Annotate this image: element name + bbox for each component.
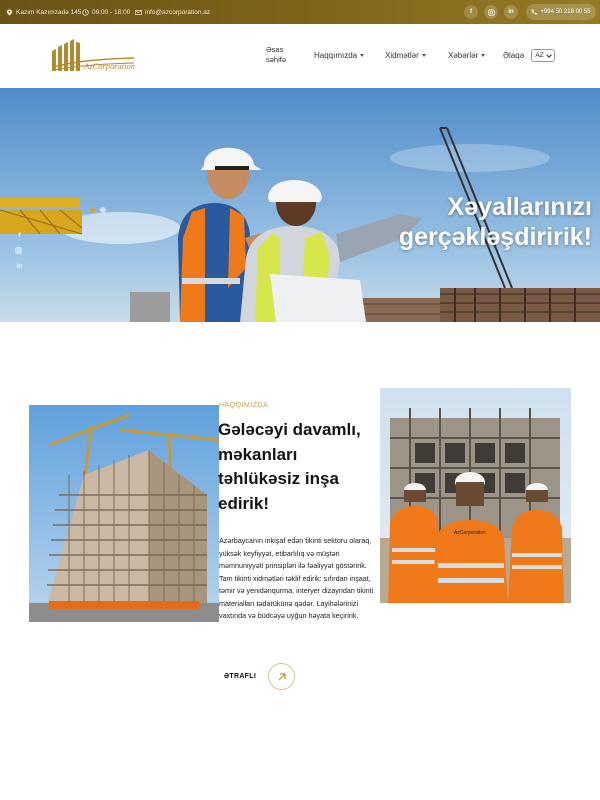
more-link-text[interactable]: ƏTRAFLI (224, 673, 257, 680)
address-item (6, 0, 81, 24)
hero-banner (0, 88, 600, 322)
about-title: Gələcəyi davamlı, məkanları təhlükəsiz inşa edirik! (218, 420, 361, 513)
clock-icon (82, 9, 89, 16)
nav-news[interactable] (448, 51, 485, 60)
more-link[interactable] (224, 663, 295, 690)
instagram-icon[interactable] (15, 247, 24, 256)
nav-about-label[interactable]: Haqqımızda (314, 51, 358, 60)
hours-item (82, 0, 130, 24)
language-select[interactable] (531, 49, 555, 62)
email-item[interactable] (135, 0, 210, 24)
top-bar (0, 0, 600, 24)
slider-dot-2[interactable] (100, 207, 106, 213)
facebook-icon[interactable]: f (464, 5, 478, 19)
map-pin-icon (6, 9, 13, 16)
phone-icon (531, 9, 537, 15)
nav-services[interactable] (385, 51, 426, 60)
linkedin-icon[interactable]: in (504, 5, 518, 19)
chevron-down-icon (360, 54, 364, 57)
site-header (0, 24, 600, 88)
phone-text[interactable]: +994 50 218 00 55 (540, 9, 591, 15)
mail-icon (135, 9, 142, 16)
company-logo[interactable] (50, 37, 138, 75)
about-image-workers (380, 388, 571, 603)
hero-title-line2: gerçəkləşdiririk! (398, 223, 592, 251)
crane-left (0, 198, 82, 234)
language-value[interactable]: AZ (535, 52, 544, 59)
vest-label: AzCorporation (454, 530, 486, 536)
nav-contact[interactable] (503, 51, 524, 60)
arrow-up-right-icon[interactable] (268, 663, 295, 690)
hours-text: 09:00 - 18:00 (92, 8, 131, 16)
about-image-building (29, 405, 219, 622)
nav-about[interactable] (314, 51, 364, 60)
address-text: Kazım Kazımzadə 145 (16, 8, 82, 16)
chevron-down-icon (481, 54, 485, 57)
nav-contact-label[interactable]: Əlaqə (503, 51, 525, 60)
facebook-icon[interactable]: f (18, 232, 21, 239)
email-link[interactable]: info@azcorporation.az (145, 8, 211, 16)
slider-dot-1[interactable] (90, 207, 96, 213)
nav-home[interactable]: Əsas səhifə (266, 45, 287, 64)
slider-dots (90, 207, 106, 213)
hero-title-line1: Xəyallarınızı (447, 193, 592, 221)
linkedin-icon[interactable]: in (16, 263, 23, 270)
hero-title (370, 192, 592, 252)
about-section-label: HAQQIMIZDA (219, 402, 269, 409)
logo-wordmark: AzCorporation (84, 61, 136, 71)
instagram-icon[interactable] (484, 5, 498, 19)
nav-news-label[interactable]: Xəbərlər (448, 51, 479, 60)
chevron-down-icon (422, 54, 426, 57)
chevron-down-icon (546, 52, 552, 58)
phone-button[interactable] (526, 4, 596, 20)
nav-services-label[interactable]: Xidmətlər (385, 51, 419, 60)
about-description: Azərbaycanın inkişaf edən tikinti sektoru olaraq, yüksək keyfiyyət, etibarlılıq və müştəri məmnuniyyəti prinsipləri ilə fəaliyyət göstəririk. Tam tikinti xidmətləri təklif edirik: sıfırdan inşaat, təmir və yenidənqurma, interyer dizayndan tikinti materialları tədarükünə qədər. Layihələrinizi vaxtında və büdcəyə uyğun həyata keçiririk. (219, 536, 374, 620)
